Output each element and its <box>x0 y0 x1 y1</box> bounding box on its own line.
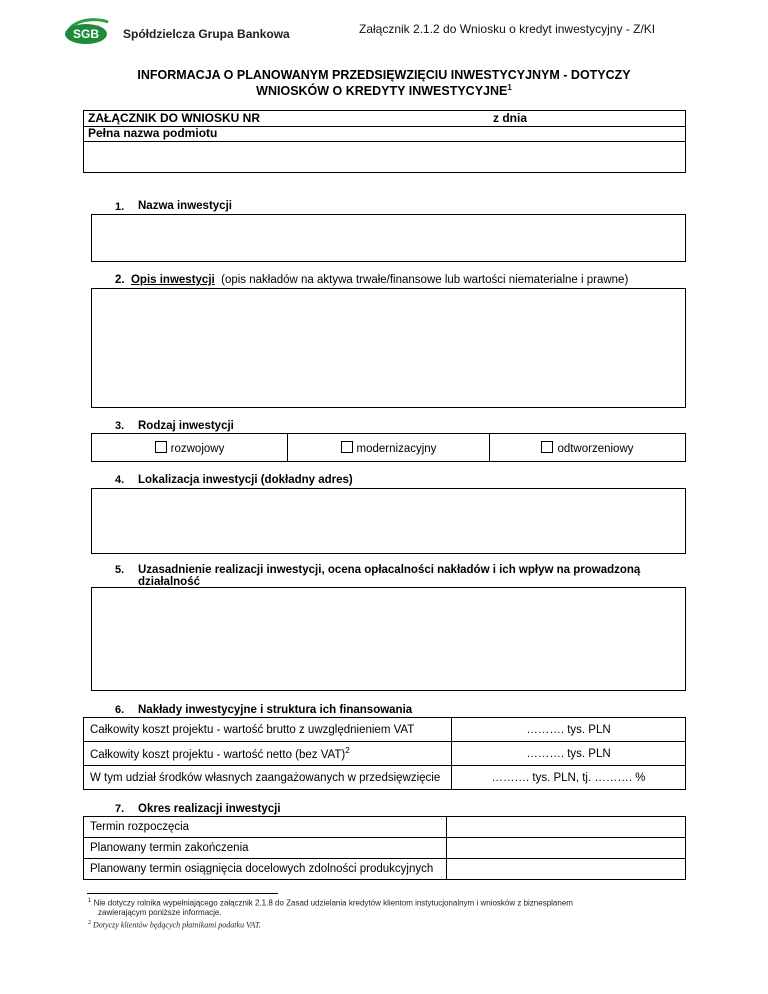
section-2-number: 2. <box>115 274 125 286</box>
entity-name-field[interactable] <box>84 142 685 172</box>
document-title-line2: WNIOSKÓW O KREDYTY INWESTYCYJNE$^1$ <box>256 83 512 99</box>
checkbox-icon[interactable] <box>155 441 167 453</box>
section-2-heading <box>115 274 628 286</box>
section-5-number: 5. <box>115 564 125 576</box>
schedule-label: Planowany termin osiągnięcia docelowych zdolności produkcyjnych <box>84 859 447 880</box>
investment-name-field[interactable] <box>91 214 686 262</box>
section-7-title: Okres realizacji inwestycji <box>138 803 281 815</box>
sgb-logo <box>62 14 112 46</box>
investment-schedule-table <box>83 816 686 880</box>
table-row <box>84 859 686 880</box>
entity-name-label: Pełna nazwa podmiotu <box>88 126 218 140</box>
option-modernizacyjny[interactable]: modernizacyjny <box>288 434 490 462</box>
table-row <box>84 817 686 838</box>
section-4-title: Lokalizacja inwestycji (dokładny adres) <box>138 474 353 486</box>
section-1-number: 1. <box>115 201 125 213</box>
cost-value[interactable]: ………. tys. PLN <box>452 742 686 766</box>
investment-costs-table <box>83 717 686 790</box>
form-header-box <box>83 110 686 173</box>
section-7-number: 7. <box>115 803 125 815</box>
cost-value[interactable]: ………. tys. PLN, tj. ………. % <box>452 766 686 790</box>
document-title-line1: INFORMACJA O PLANOWANYM PRZEDSIĘWZIĘCIU INWESTYCYJNYM - DOTYCZY <box>137 68 631 82</box>
date-label: z dnia <box>493 111 528 125</box>
schedule-value[interactable] <box>447 817 686 838</box>
section-6-title: Nakłady inwestycyjne i struktura ich finansowania <box>138 704 413 716</box>
investment-type-table <box>91 433 686 462</box>
cost-label: Całkowity koszt projektu - wartość netto (bez VAT)$^2$ <box>84 742 452 766</box>
option-rozwojowy[interactable]: rozwojowy <box>92 434 288 462</box>
table-row <box>84 742 686 766</box>
footnote-2: $^2$ Dotyczy klientów będących płatnikami podatku VAT. <box>88 920 261 930</box>
attachment-reference: Załącznik 2.1.2 do Wniosku o kredyt inwestycyjny - Z/KI <box>359 22 656 36</box>
schedule-label: Termin rozpoczęcia <box>84 817 447 838</box>
schedule-value[interactable] <box>447 838 686 859</box>
option-odtworzeniowy[interactable]: odtworzeniowy <box>489 434 685 462</box>
section-4-number: 4. <box>115 474 125 486</box>
table-row <box>84 838 686 859</box>
table-row <box>84 766 686 790</box>
section-3-title: Rodzaj inwestycji <box>138 420 234 432</box>
section-3-number: 3. <box>115 420 125 432</box>
investment-description-field[interactable] <box>91 288 686 408</box>
footnote-1: $^1$ Nie dotyczy rolnika wypełniającego załącznik 2.1.8 do Zasad udzielania kredytów klientom instytucjonalnym i wniosków z biznesplanem zawierającym poniższe informacje. <box>88 898 573 917</box>
checkbox-icon[interactable] <box>341 441 353 453</box>
investment-location-field[interactable] <box>91 488 686 554</box>
justification-field[interactable] <box>91 587 686 691</box>
footnote-mark: 1 <box>507 83 512 92</box>
section-2-note: (opis nakładów na aktywa trwałe/finansowe lub wartości niematerialne i prawne) <box>221 274 629 286</box>
attachment-number-label: ZAŁĄCZNIK DO WNIOSKU NR <box>88 111 260 125</box>
schedule-label: Planowany termin zakończenia <box>84 838 447 859</box>
section-1-title: Nazwa inwestycji <box>138 200 232 212</box>
cost-value[interactable]: ………. tys. PLN <box>452 718 686 742</box>
section-2-title: Opis inwestycji <box>130 274 215 286</box>
section-5-title: Uzasadnienie realizacji inwestycji, ocena opłacalności nakładów i ich wpływ na prowadzoną działalność <box>138 564 641 588</box>
cost-label: W tym udział środków własnych zaangażowanych w przedsięwzięcie <box>84 766 452 790</box>
cost-label: Całkowity koszt projektu - wartość brutto z uwzględnieniem VAT <box>84 718 452 742</box>
svg-text:SGB: SGB <box>72 27 100 41</box>
table-row <box>84 718 686 742</box>
bank-name: Spółdzielcza Grupa Bankowa <box>123 27 290 41</box>
schedule-value[interactable] <box>447 859 686 880</box>
section-6-number: 6. <box>115 704 125 716</box>
footnote-separator <box>87 893 278 894</box>
checkbox-icon[interactable] <box>541 441 553 453</box>
